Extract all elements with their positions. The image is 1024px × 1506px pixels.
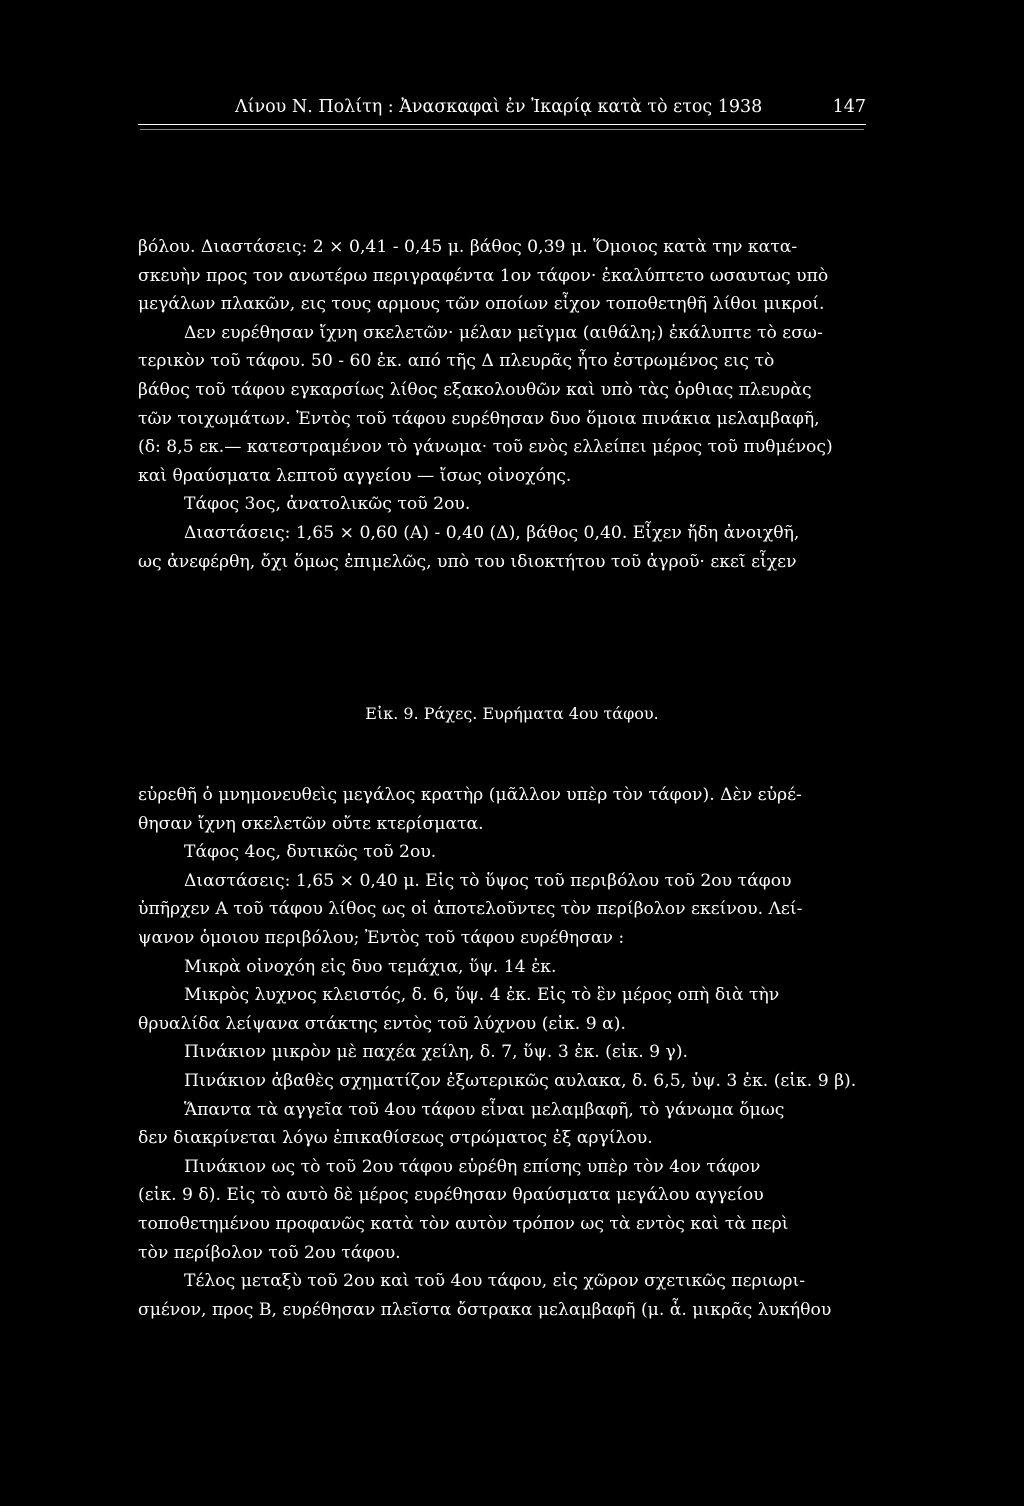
text-line: Τέλος μεταξὺ τοῦ 2ου καὶ τοῦ 4ου τάφου, εἰς χῶρον σχετικῶς περιωρι- (184, 1271, 805, 1292)
text-line: σκευὴν προς τον ανωτέρω περιγραφέντα 1ον τάφον· ἐκαλύπτετο ωσαυτως υπὸ (138, 265, 829, 286)
text-line: τερικὸν τοῦ τάφου. 50 - 60 ἐκ. από τῆς Δ πλευρᾶς ἦτο ἐστρωμένος εις τὸ (138, 351, 775, 372)
text-line: Δεν ευρέθησαν ἴχνη σκελετῶν· μέλαν μεῖγμα (αιθάλη;) ἐκάλυπτε τὸ εσω- (184, 322, 823, 343)
section-heading-tomb-3: Τάφος 3ος, ἀνατολικῶς τοῦ 2ου. (184, 494, 471, 515)
text-line: ψανον ὁμοιου περιβόλου; Ἐντὸς τοῦ τάφου ευρέθησαν : (138, 927, 625, 948)
text-section-bottom (138, 781, 866, 1324)
text-line: (εἰκ. 9 δ). Εἰς τὸ αυτὸ δὲ μέρος ευρέθησαν θραύσματα μεγάλου αγγείου (138, 1185, 764, 1206)
text-line: Μικρὸς λυχνος κλειστός, δ. 6, ὕψ. 4 ἐκ. Εἰς τὸ ἓν μέρος οπὴ διὰ τὴν (184, 985, 780, 1006)
text-line: Διαστάσεις: 1,65 × 0,60 (Α) - 0,40 (Δ), βάθος 0,40. Εἶχεν ἤδη ἀνοιχθῆ, (184, 522, 800, 543)
header-rule-secondary (140, 129, 864, 130)
text-line: μεγάλων πλακῶν, εις τους αρμους τῶν οποίων εἶχον τοποθετηθῆ λίθοι μικροί. (138, 294, 825, 315)
text-line: θρυαλίδα λείψανα στάκτης εντὸς τοῦ λύχνου (εἰκ. 9 α). (138, 1013, 626, 1034)
text-line: Πινάκιον μικρὸν μὲ παχέα χείλη, δ. 7, ὕψ. 3 ἐκ. (εἰκ. 9 γ). (184, 1042, 689, 1063)
text-line: Πινάκιον ἀβαθὲς σχηματίζον ἐξωτερικῶς αυλακα, δ. 6,5, ὑψ. 3 ἐκ. (εἰκ. 9 β). (184, 1070, 857, 1091)
text-line: τὸν περίβολον τοῦ 2ου τάφου. (138, 1242, 401, 1263)
text-line: καὶ θραύσματα λεπτοῦ αγγείου — ἴσως οἰνοχόης. (138, 465, 572, 486)
text-line: Πινάκιον ως τὸ τοῦ 2ου τάφου εὑρέθη επίσης υπὲρ τὸν 4ον τάφον (184, 1156, 761, 1177)
text-line: δεν διακρίνεται λόγω ἐπικαθίσεως στρώματος ἐξ αργίλου. (138, 1128, 653, 1149)
text-line: σμένον, προς Β, ευρέθησαν πλεῖστα ὄστρακα μελαμβαφῆ (μ. ἆ. μικρᾶς λυκήθου (138, 1299, 832, 1320)
text-line: θησαν ἴχνη σκελετῶν οὔτε κτερίσματα. (138, 813, 484, 834)
text-line: βόλου. Διαστάσεις: 2 × 0,41 - 0,45 μ. βάθος 0,39 μ. Ὅμοιος κατὰ την κατα- (138, 237, 798, 257)
text-line: ὑπῆρχεν Α τοῦ τάφου λίθος ως οἱ ἀποτελοῦντες τὸν περίβολον εκείνου. Λεί- (138, 899, 803, 920)
running-header: Λίνου Ν. Πολίτη : Ἀνασκαφαὶ ἐν Ἰκαρίᾳ κατὰ τὸ ετος 1938 (235, 97, 763, 117)
section-heading-tomb-4: Τάφος 4ος, δυτικῶς τοῦ 2ου. (184, 842, 437, 863)
text-line: βάθος τοῦ τάφου εγκαρσίως λίθος εξακολουθῶν καὶ υπὸ τὰς ὀρθιας πλευρὰς (138, 379, 812, 400)
text-section-top (138, 233, 866, 576)
header-rule (138, 124, 866, 125)
text-line: τῶν τοιχωμάτων. Ἐντὸς τοῦ τάφου ευρέθησαν δυο ὅμοια πινάκια μελαμβαφῆ, (138, 408, 820, 429)
text-line: (δ: 8,5 εκ.— κατεστραμένον τὸ γάνωμα· τοῦ ενὸς ελλείπει μέρος τοῦ πυθμένος) (138, 437, 833, 458)
text-line: Ἅπαντα τὰ αγγεῖα τοῦ 4ου τάφου εἶναι μελαμβαφῆ, τὸ γάνωμα ὅμως (184, 1099, 785, 1120)
text-line: εὑρεθῆ ὁ μνημονευθεὶς μεγάλος κρατὴρ (μᾶλλον υπὲρ τὸν τάφον). Δὲν εὑρέ- (138, 785, 802, 805)
text-line: Διαστάσεις: 1,65 × 0,40 μ. Εἰς τὸ ὕψος τοῦ περιβόλου τοῦ 2ου τάφου (184, 870, 792, 891)
page-number: 147 (832, 97, 866, 117)
figure-caption: Εἰκ. 9. Ράχες. Ευρήματα 4ου τάφου. (365, 704, 659, 723)
text-line: Μικρὰ οἰνοχόη εἰς δυο τεμάχια, ὕψ. 14 ἐκ. (184, 956, 557, 977)
text-line: τοποθετημένου προφανῶς κατὰ τὸν αυτὸν τρόπον ως τὰ εντὸς καὶ τὰ περὶ (138, 1213, 789, 1234)
text-line: ως ἀνεφέρθη, ὄχι ὅμως ἐπιμελῶς, υπὸ του ιδιοκτήτου τοῦ ἀγροῦ· εκεῖ εἶχεν (138, 551, 797, 572)
